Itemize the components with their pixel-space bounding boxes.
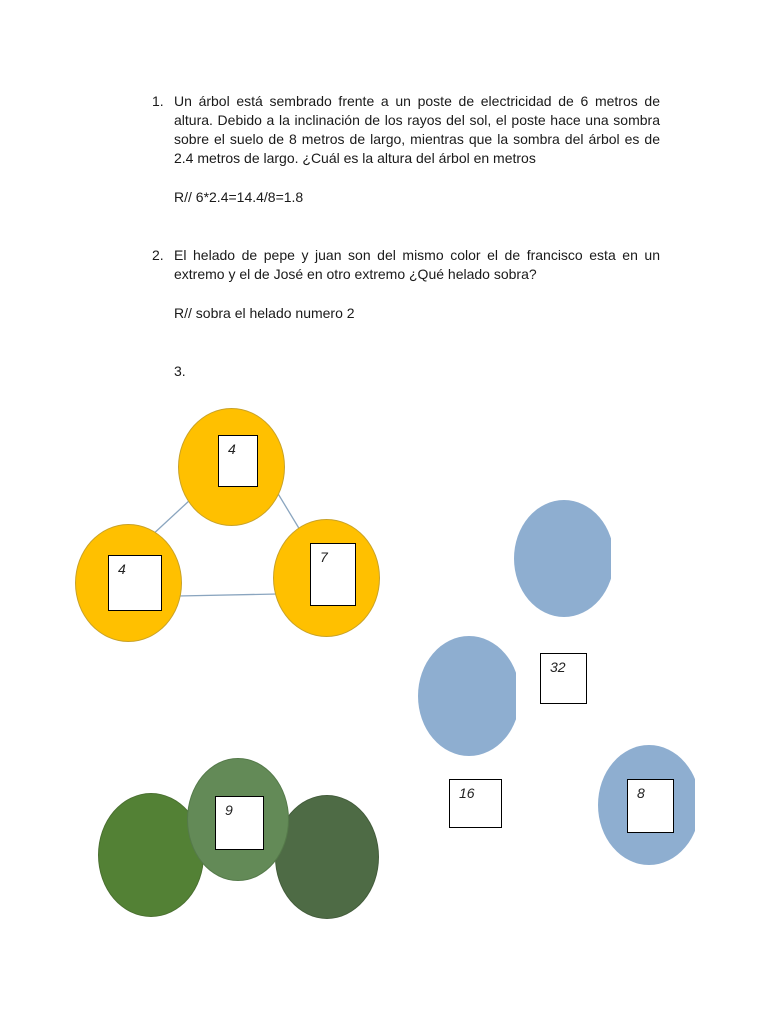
triangle-right-box [310, 543, 356, 606]
triangle-left-value: 4 [118, 561, 126, 577]
blue-right-box [627, 779, 674, 833]
question-2-text: El helado de pepe y juan son del mismo color el de francisco esta en un extremo y el de José en otro extremo ¿Qué helado sobra? [174, 247, 660, 282]
blue-lower-left-value: 16 [459, 785, 475, 801]
green-middle-box [215, 796, 264, 850]
question-2-number: 2. [152, 247, 164, 263]
question-1-answer: R// 6*2.4=14.4/8=1.8 [174, 189, 304, 205]
blue-upper-box [540, 653, 587, 704]
blue-oval-upper [514, 500, 611, 617]
green-middle-value: 9 [225, 802, 233, 818]
question-1-number: 1. [152, 93, 164, 109]
question-2-answer: R// sobra el helado numero 2 [174, 305, 355, 321]
green-oval-right [275, 795, 379, 919]
triangle-top-box [218, 435, 258, 487]
question-3-number: 3. [174, 363, 186, 379]
triangle-left-box [108, 555, 162, 611]
triangle-top-value: 4 [228, 441, 236, 457]
blue-oval-left [418, 636, 516, 756]
blue-right-value: 8 [637, 785, 645, 801]
blue-upper-value: 32 [550, 659, 566, 675]
triangle-right-value: 7 [320, 549, 328, 565]
blue-lower-left-box [449, 779, 502, 828]
question-1-text: Un árbol está sembrado frente a un poste de electricidad de 6 metros de altura. Debido a la inclinación de los rayos del sol, el poste hace una sombra sobre el suelo de 8 metros de largo, mientras que la sombra del árbol es de 2.4 metros de largo. ¿Cuál es la altura del árbol en metros [174, 93, 660, 166]
